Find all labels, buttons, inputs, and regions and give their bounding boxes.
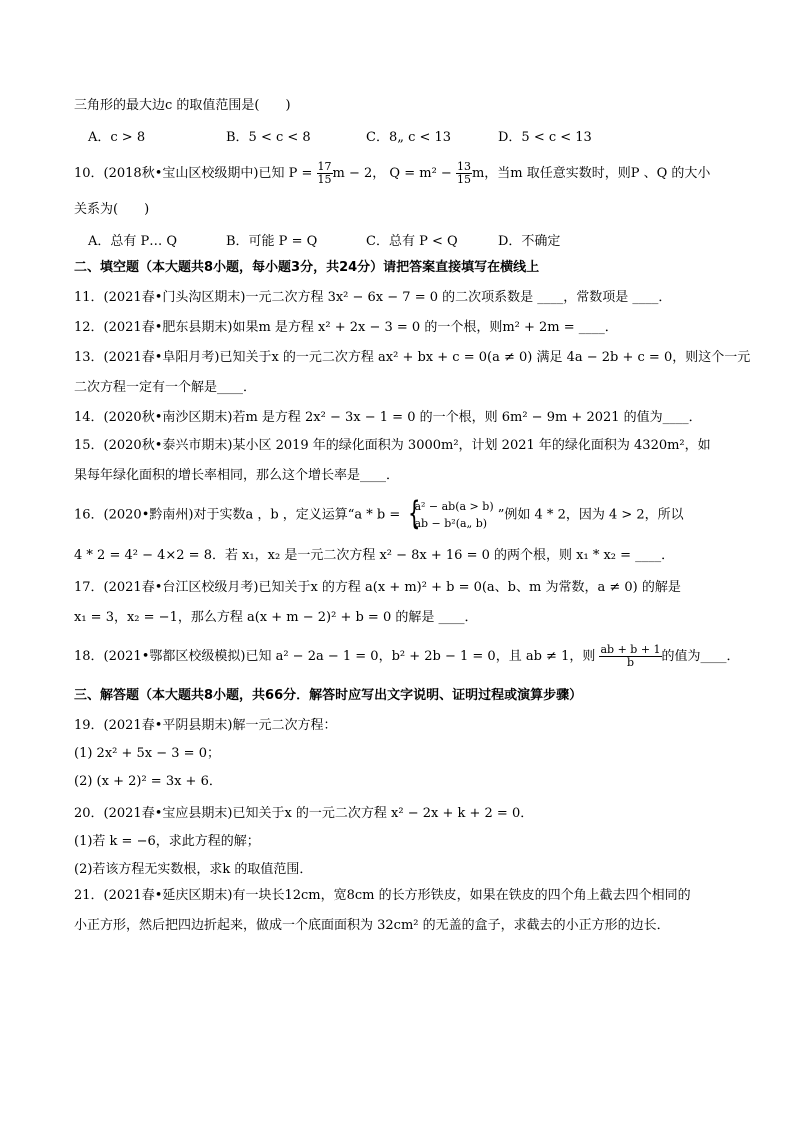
question-10-source: 10．(2018秋•宝山区校级期中)已知 [74, 166, 285, 181]
question-19-part-1: (1) 2x² + 5x − 3 = 0； [74, 746, 220, 761]
question-17-line-2: x₁ = 3，x₂ = −1，那么方程 a(x + m − 2)² + b = 0 的解是 ____． [74, 610, 478, 625]
question-16-suffix: ”例如 4 * 2，因为 4 > 2，所以 [497, 507, 684, 523]
question-14: 14．(2020秋•南沙区期末)若m 是方程 2x² − 3x − 1 = 0 的一个根，则 6m² − 9m + 2021 的值为____． [74, 410, 702, 425]
question-10-options [88, 230, 728, 250]
question-20: 20．(2021春•宝应县期末)已知关于x 的一元二次方程 x² − 2x + k + 2 = 0． [74, 806, 534, 821]
question-16-line-2: 4 * 2 = 4² − 4×2 = 8．若 x₁，x₂ 是一元二次方程 x² − 8x + 16 = 0 的两个根，则 x₁ * x₂ = ____． [74, 548, 675, 563]
question-11: 11．(2021春•门头沟区期末)一元二次方程 3x² − 6x − 7 = 0 的二次项系数是 ____，常数项是 ____． [74, 290, 672, 305]
piecewise-case-1: a² − ab(a > b) [414, 500, 494, 513]
question-19: 19．(2021春•平阴县期末)解一元二次方程： [74, 718, 337, 733]
question-18-suffix: 的值为____． [661, 649, 740, 664]
question-20-part-2: (2)若该方程无实数根，求k 的取值范围． [74, 862, 313, 877]
fraction-17-15: $\frac{17}{15}$ [317, 160, 332, 186]
formula-q-label: Q = m² − [389, 166, 452, 181]
question-12: 12．(2021春•肥东县期末)如果m 是方程 x² + 2x − 3 = 0 的一个根，则m² + 2m = ____． [74, 320, 618, 335]
question-10-stem-2: 关系为( ) [74, 202, 150, 217]
question-17-line-1: 17．(2021春•台江区校级月考)已知关于x 的方程 a(x + m)² + b = 0(a、b、m 为常数，a ≠ 0) 的解是 [74, 580, 681, 595]
option-c: C．8„ c < 13 [366, 130, 452, 145]
option-c: C．总有 P < Q [366, 234, 458, 249]
option-a: A．c > 8 [88, 130, 146, 145]
option-b: B．5 < c < 8 [226, 130, 311, 145]
question-18 [74, 642, 740, 672]
formula-p-tail: m − 2， [332, 166, 386, 181]
formula-q-tail: m，当m 取任意实数时，则P 、Q 的大小 [471, 166, 711, 181]
question-13-line-1: 13．(2021春•阜阳月考)已知关于x 的一元二次方程 ax² + bx + c = 0(a ≠ 0) 满足 4a − 2b + c = 0，则这个一元 [74, 350, 751, 365]
piecewise-definition [404, 494, 494, 532]
fraction-ab-b-1-over-b: $\frac{ab + b + 1}{b}$ [600, 643, 661, 669]
question-20-part-1: (1)若 k = −6，求此方程的解； [74, 834, 260, 849]
question-16-source: 16．(2020•黔南州)对于实数a ，b ，定义运算“a * b = [74, 507, 401, 523]
fraction-13-15: $\frac{13}{15}$ [456, 160, 471, 186]
section-3-heading: 三、解答题（本大题共8小题，共66分．解答时应写出文字说明、证明过程或演算步骤） [74, 688, 583, 703]
question-15-line-1: 15．(2020秋•泰兴市期末)某小区 2019 年的绿化面积为 3000m²，计划 2021 年的绿化面积为 4320m²，如 [74, 438, 711, 453]
question-9-options [88, 126, 728, 146]
question-13-line-2: 二次方程一定有一个解是____． [74, 380, 257, 395]
question-19-part-2: (2) (x + 2)² = 3x + 6． [74, 774, 222, 789]
option-d: D．不确定 [498, 234, 561, 249]
question-9-stem: 三角形的最大边c 的取值范围是( ) [74, 98, 291, 113]
formula-p-label: P = [288, 166, 313, 181]
question-18-stem: 18．(2021•鄂都区校级模拟)已知 a² − 2a − 1 = 0，b² + 2b − 1 = 0，且 ab ≠ 1，则 [74, 649, 596, 664]
question-21-line-1: 21．(2021春•延庆区期末)有一块长12cm，宽8cm 的长方形铁皮，如果在铁皮的四个角上截去四个相同的 [74, 888, 691, 903]
question-16-line-1 [74, 494, 724, 533]
option-d: D．5 < c < 13 [498, 130, 592, 145]
left-brace-icon: { [408, 494, 421, 532]
piecewise-case-2: ab − b²(a„ b) [414, 517, 488, 530]
option-b: B．可能 P = Q [226, 234, 318, 249]
option-a: A．总有 P… Q [88, 234, 178, 249]
question-10-stem [74, 160, 724, 188]
question-21-line-2: 小正方形，然后把四边折起来，做成一个底面面积为 32cm² 的无盖的盒子，求截去的小正方形的边长． [74, 918, 670, 933]
section-2-heading: 二、填空题（本大题共8小题，每小题3分，共24分）请把答案直接填写在横线上 [74, 260, 540, 275]
question-15-line-2: 果每年绿化面积的增长率相同，那么这个增长率是____． [74, 468, 400, 483]
